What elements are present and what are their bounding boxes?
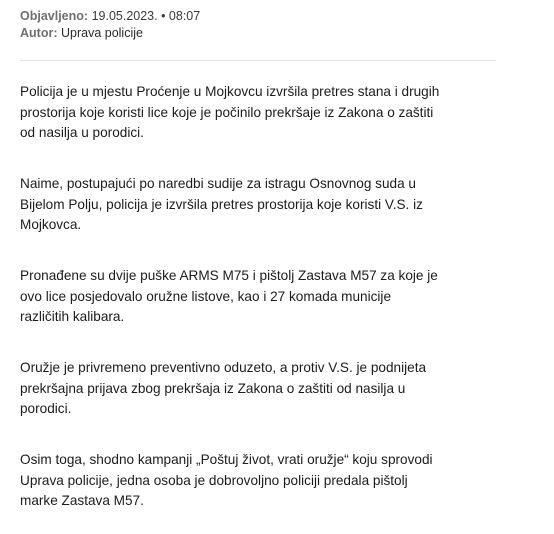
published-label: Objavljeno: bbox=[20, 9, 89, 23]
published-line bbox=[20, 8, 200, 25]
author-label: Autor: bbox=[20, 26, 58, 40]
paragraph-5: Osim toga, shodno kampanji „Poštuj život, vrati oružje“ koju sprovodi Uprava policije, jedna osoba je dobrovoljno policiji predala pištolj marke Zastava M57. bbox=[20, 452, 433, 508]
published-date: 19.05.2023. • 08:07 bbox=[91, 9, 201, 23]
paragraph-3: Pronađene su dvije puške ARMS M75 i pištolj Zastava M57 za koje je ovo lice posjedovalo oružne listove, kao i 27 komada municije različitih kalibara. bbox=[20, 268, 438, 324]
meta-divider bbox=[20, 60, 496, 61]
author-name: Uprava policije bbox=[60, 26, 143, 40]
paragraph-1: Policija je u mjestu Proćenje u Mojkovcu izvršila pretres stana i drugih prostorija koje koristi lice koje je počinilo prekršaje iz Zakona o zaštiti od nasilja u porodici. bbox=[20, 84, 440, 140]
paragraph-4: Oružje je privremeno preventivno oduzeto, a protiv V.S. je podnijeta prekršajna prijava zbog prekršaja iz Zakona o zaštiti od nasilja u porodici. bbox=[20, 360, 427, 416]
author-line bbox=[20, 25, 200, 42]
article-meta bbox=[20, 8, 200, 42]
paragraph-2: Naime, postupajući po naredbi sudije za istragu Osnovnog suda u Bijelom Polju, policija je izvršila pretres prostorija koje koristi V.S. iz Mojkovca. bbox=[20, 176, 423, 232]
